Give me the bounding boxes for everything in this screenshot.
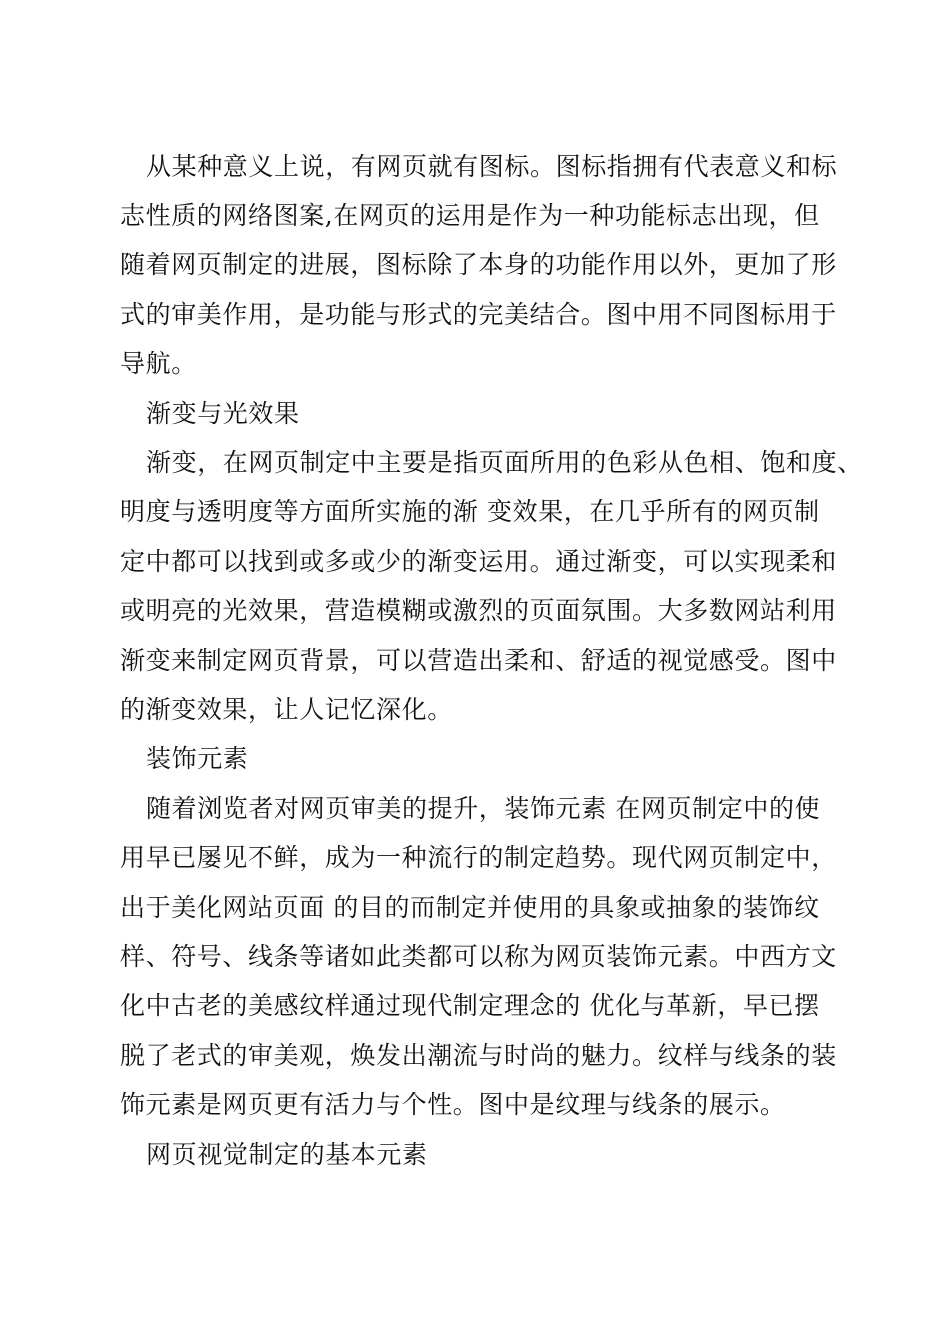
paragraph-gradient-line-6: 的渐变效果，让人记忆深化。 xyxy=(120,695,453,724)
paragraph-gradient-line-5: 渐变来制定网页背景，可以营造出柔和、舒适的视觉感受。图中 xyxy=(120,646,837,675)
section-heading-basic-elements: 网页视觉制定的基本元素 xyxy=(146,1140,428,1169)
section-heading-gradient: 渐变与光效果 xyxy=(146,399,300,428)
paragraph-gradient-line-3: 定中都可以找到或多或少的渐变运用。通过渐变，可以实现柔和 xyxy=(120,547,837,576)
paragraph-decoration-line-2: 用早已屡见不鲜，成为一种流行的制定趋势。现代网页制定中， xyxy=(120,843,837,872)
paragraph-decoration-line-5: 化中古老的美感纹样通过现代制定理念的 优化与革新，早已摆 xyxy=(120,991,820,1020)
paragraph-icons-line-3: 随着网页制定的进展，图标除了本身的功能作用以外，更加了形 xyxy=(120,250,837,279)
paragraph-icons-line-2: 志性质的网络图案,在网页的运用是作为一种功能标志出现，但 xyxy=(120,201,820,230)
paragraph-icons-line-5: 导航。 xyxy=(120,349,197,378)
paragraph-gradient-line-1: 渐变，在网页制定中主要是指页面所用的色彩从色相、饱和度、 xyxy=(146,448,863,477)
paragraph-decoration-line-1: 随着浏览者对网页审美的提升，装饰元素 在网页制定中的使 xyxy=(146,794,821,823)
paragraph-decoration-line-6: 脱了老式的审美观，焕发出潮流与时尚的魅力。纹样与线条的装 xyxy=(120,1041,837,1070)
paragraph-decoration-line-4: 样、符号、线条等诸如此类都可以称为网页装饰元素。中西方文 xyxy=(120,942,837,971)
paragraph-icons-line-1: 从某种意义上说，有网页就有图标。图标指拥有代表意义和标 xyxy=(146,152,838,181)
paragraph-gradient-line-2: 明度与透明度等方面所实施的渐 变效果，在几乎所有的网页制 xyxy=(120,497,820,526)
paragraph-decoration-line-3: 出于美化网站页面 的目的而制定并使用的具象或抽象的装饰纹 xyxy=(120,893,820,922)
paragraph-icons-line-4: 式的审美作用，是功能与形式的完美结合。图中用不同图标用于 xyxy=(120,300,837,329)
paragraph-decoration-line-7: 饰元素是网页更有活力与个性。图中是纹理与线条的展示。 xyxy=(120,1090,786,1119)
section-heading-decoration: 装饰元素 xyxy=(146,744,249,773)
paragraph-gradient-line-4: 或明亮的光效果，营造模糊或激烈的页面氛围。大多数网站利用 xyxy=(120,596,837,625)
